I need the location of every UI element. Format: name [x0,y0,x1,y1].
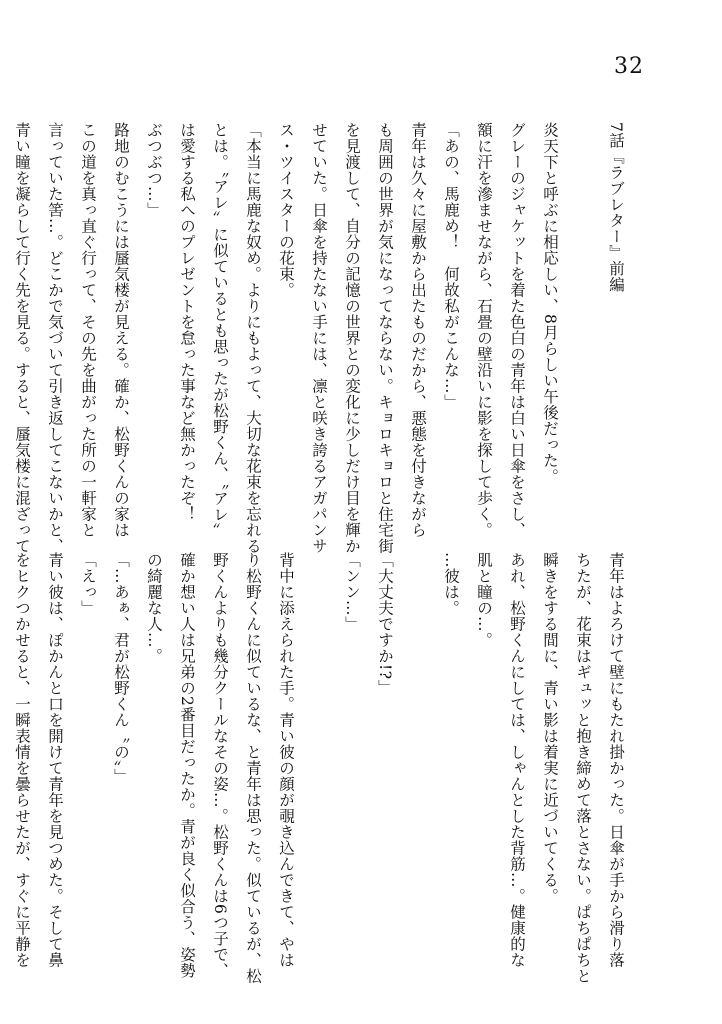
text-line: とは。〝アレ〟に似ているとも思ったが松野くん、〝アレ〟 [211,122,229,539]
text-line [0,122,5,517]
text-block-bottom [0,552,632,984]
text-line: を見渡して、自分の記憶の世界との変化に少しだけ目を輝か [343,122,361,554]
text-line: 路地のむこうには蜃気楼が見える。確か、松野くんの家は [112,122,130,538]
text-line: 背中に添えられた手。青い彼の顔が覗き込んできて、やは [277,552,295,968]
text-line: 確か想い人は兄弟の2番目だったか。青が良く似合う、姿勢 [178,552,196,979]
text-line: をヒクつかせると、一瞬表情を曇らせたが、すぐに平静を [13,552,31,968]
text-line: 瞬きをする間に、青い影は着実に近づいてくる。 [541,552,559,904]
text-line: あれ、松野くんにしては、しゃんとした背筋…。健康的な [508,552,526,968]
text-line [566,122,599,517]
text-line: の綺麗な人…。 [145,552,163,664]
text-line: ちたが、花束はギュッと抱き締めて落とさない。ぱちぱちと [574,552,592,984]
text-line: 青年は久々に屋敷から出たものだから、悪態を付きながら [409,122,427,538]
text-line: 「えっ」 [79,552,97,616]
text-line: 額に汗を滲ませながら、石畳の壁沿いに影を探して歩く。 [475,122,493,538]
text-line: 青い瞳を凝らして行く先を見る。すると、蜃気楼に混ざって [13,122,31,554]
text-line: 野くんよりも幾分クールなその姿…。松野くんは6つ子で、 [211,552,229,979]
text-line: グレーのジャケットを着た色白の青年は白い日傘をさし、 [508,122,526,538]
text-line: せていた。日傘を持たない手には、凛と咲き誇るアガパンサ [310,122,328,554]
text-line: り松野くんに似ているな、と青年は思った。似ているが、松 [244,552,262,984]
text-line: ス・ツイスターの花束。 [277,122,295,298]
text-line: 「ンン…」 [343,552,361,632]
text-line: この道を真っ直ぐ行って、その先を曲がった所の一軒家と [79,122,97,538]
text-line: は愛する私へのプレゼントを怠った事など無かったぞ！ [178,122,196,522]
text-line: 炎天下と呼ぶに相応しい、8月らしい午後だった。 [541,122,559,485]
text-line: 言っていた筈…。どこかで気づいて引き返してこないかと、 [46,122,64,554]
text-line: ぶつぶつ…」 [145,122,163,218]
text-block-top [0,122,632,554]
text-line: も周囲の世界が気になってならない。キョロキョロと住宅街 [376,122,394,554]
text-line: …彼は。 [442,552,460,616]
text-line: 青年はよろけて壁にもたれ掛かった。日傘が手から滑り落 [607,552,625,968]
text-line: 「…あぁ、君が松野くん〝の〟」 [112,552,130,785]
text-line [302,552,335,947]
text-line: 「あの、馬鹿め！ 何故私がこんな…」 [442,122,460,410]
page-number: 32 [614,54,644,79]
text-line: 青い彼は、ぽかんと口を開けて青年を見つめた。そして鼻 [46,552,64,968]
text-line [401,552,434,947]
text-line: 「本当に馬鹿な奴め。よりにもよって、大切な花束を忘れる [244,122,262,554]
chapter-title: 7話『ラブレター』前編 [607,122,625,293]
text-line: 「大丈夫ですか!?」 [376,552,394,696]
text-line: 肌と瞳の…。 [475,552,493,648]
